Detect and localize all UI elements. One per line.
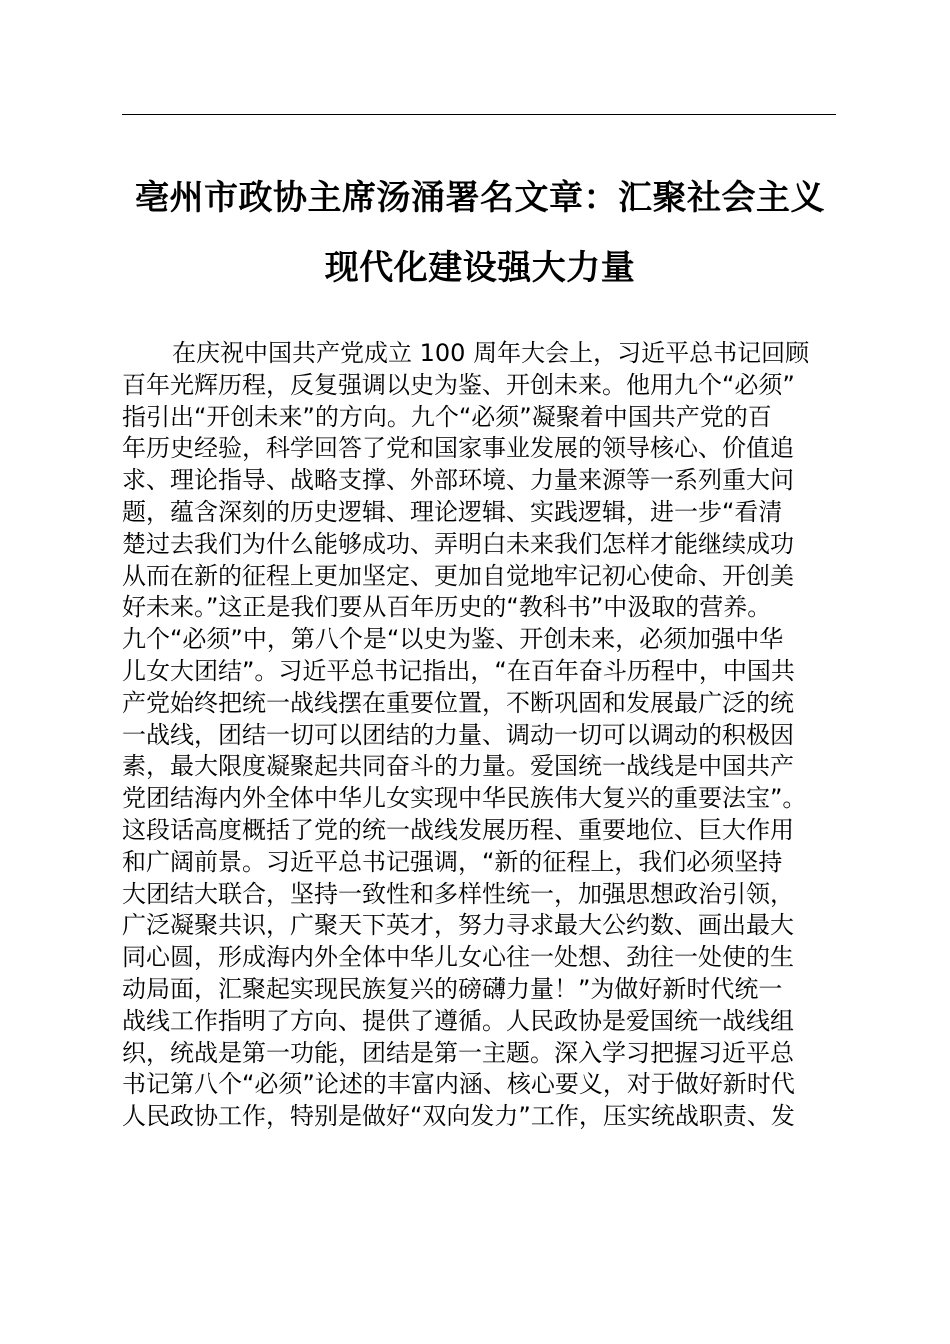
article-title-line-1: 亳州市政协主席汤涌署名文章：汇聚社会主义 — [135, 178, 825, 218]
body-line: 动局面，汇聚起实现民族复兴的磅礴力量！”为做好新时代统一 — [122, 974, 783, 1003]
body-line: 求、理论指导、战略支撑、外部环境、力量来源等一系列重大问 — [122, 466, 794, 495]
body-line: 题，蕴含深刻的历史逻辑、理论逻辑、实践逻辑，进一步“看清 — [122, 497, 783, 526]
header-rule — [122, 114, 836, 115]
body-line: 大团结大联合，坚持一致性和多样性统一，加强思想政治引领， — [122, 879, 794, 908]
body-line: 产党始终把统一战线摆在重要位置，不断巩固和发展最广泛的统 — [122, 688, 794, 717]
article-title-line-2: 现代化建设强大力量 — [324, 248, 636, 288]
body-line: 好未来。”这正是我们要从百年历史的“教科书”中汲取的营养。 — [122, 593, 772, 622]
body-line: 一战线，团结一切可以团结的力量、调动一切可以调动的积极因 — [122, 720, 794, 749]
article-body — [122, 338, 838, 1133]
body-line: 楚过去我们为什么能够成功、弄明白未来我们怎样才能继续成功 — [122, 529, 794, 558]
body-line: 九个“必须”中，第八个是“以史为鉴、开创未来，必须加强中华 — [122, 625, 784, 654]
body-line: 广泛凝聚共识，广聚天下英才，努力寻求最大公约数、画出最大 — [122, 911, 794, 940]
body-line: 人民政协工作，特别是做好“双向发力”工作，压实统战职责、发 — [122, 1102, 795, 1131]
body-line: 年历史经验，科学回答了党和国家事业发展的领导核心、价值追 — [122, 434, 794, 463]
body-line: 在庆祝中国共产党成立 100 周年大会上，习近平总书记回顾 — [172, 339, 810, 367]
body-line: 同心圆，形成海内外全体中华儿女心往一处想、劲往一处使的生 — [122, 943, 794, 972]
body-line: 从而在新的征程上更加坚定、更加自觉地牢记初心使命、开创美 — [122, 561, 794, 590]
body-line: 织，统战是第一功能，团结是第一主题。深入学习把握习近平总 — [122, 1038, 794, 1067]
body-line: 指引出“开创未来”的方向。九个“必须”凝聚着中国共产党的百 — [122, 402, 772, 431]
body-line: 党团结海内外全体中华儿女实现中华民族伟大复兴的重要法宝”。 — [122, 784, 807, 813]
body-line: 和广阔前景。习近平总书记强调，“新的征程上，我们必须坚持 — [122, 847, 783, 876]
body-line: 这段话高度概括了党的统一战线发展历程、重要地位、巨大作用 — [122, 815, 794, 844]
body-line: 战线工作指明了方向、提供了遵循。人民政协是爱国统一战线组 — [122, 1006, 794, 1035]
body-line: 书记第八个“必须”论述的丰富内涵、核心要义，对于做好新时代 — [122, 1070, 795, 1099]
body-line: 素，最大限度凝聚起共同奋斗的力量。爱国统一战线是中国共产 — [122, 752, 794, 781]
body-line: 儿女大团结”。习近平总书记指出，“在百年奋斗历程中，中国共 — [122, 656, 795, 685]
body-line: 百年光辉历程，反复强调以史为鉴、开创未来。他用九个“必须” — [122, 370, 795, 399]
